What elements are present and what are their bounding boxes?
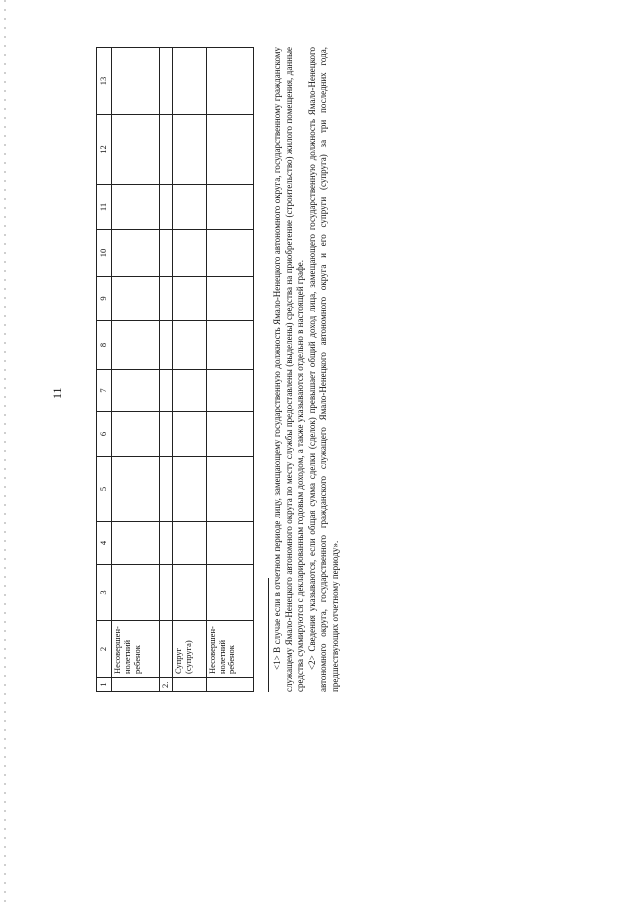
table-cell	[160, 230, 173, 277]
table-cell	[172, 115, 206, 185]
page-number: 11	[50, 387, 64, 399]
table-cell	[112, 48, 160, 115]
table-cell	[112, 115, 160, 185]
table-cell	[206, 370, 253, 412]
column-header: 10	[97, 230, 112, 277]
table-cell	[160, 321, 173, 370]
table-cell	[172, 412, 206, 457]
column-header: 7	[97, 370, 112, 412]
table-cell	[172, 185, 206, 230]
table-cell	[160, 370, 173, 412]
column-header: 8	[97, 321, 112, 370]
table-cell	[160, 412, 173, 457]
column-header: 1	[97, 678, 112, 692]
table-cell	[206, 457, 253, 522]
table-cell	[172, 48, 206, 115]
column-header: 12	[97, 115, 112, 185]
row-number-cell	[112, 678, 160, 692]
column-header: 4	[97, 522, 112, 565]
footnotes	[272, 47, 341, 692]
table-row	[160, 48, 173, 692]
table-cell	[160, 48, 173, 115]
table-cell	[172, 522, 206, 565]
table-cell	[112, 230, 160, 277]
table-cell	[206, 185, 253, 230]
table-cell	[112, 277, 160, 321]
row-number-cell	[206, 678, 253, 692]
table-cell	[112, 370, 160, 412]
table-cell	[172, 370, 206, 412]
table-cell	[112, 185, 160, 230]
row-label-cell: Несовершен-нолетний ребенок	[206, 621, 253, 678]
column-header: 3	[97, 565, 112, 621]
footnote-separator	[268, 578, 269, 692]
table-cell	[112, 522, 160, 565]
table-cell	[206, 48, 253, 115]
table-cell	[160, 565, 173, 621]
column-header: 2	[97, 621, 112, 678]
table-cell	[160, 457, 173, 522]
table-cell	[160, 522, 173, 565]
footnote-1: <1> В случае если в отчетном периоде лицу, замещающему государственную должность Ямало-Ненецкого автономного округа, государственному гражданскому служащему Ямало-Ненецкого автономного округа по месту службы предоставлены (выделены) средства на приобретение (строительство) жилого помещения, данные средства суммируются с декларированным годовым доходом, а также указываются отдельно в настоящей графе.	[272, 47, 306, 692]
table-cell	[206, 230, 253, 277]
table-cell	[172, 457, 206, 522]
table-cell	[172, 277, 206, 321]
table-cell	[206, 115, 253, 185]
table-cell	[160, 115, 173, 185]
column-header: 11	[97, 185, 112, 230]
table-cell	[206, 565, 253, 621]
column-header: 6	[97, 412, 112, 457]
table-row	[206, 48, 253, 692]
declaration-table	[96, 47, 254, 692]
row-number-cell	[172, 678, 206, 692]
table-cell	[172, 321, 206, 370]
table-cell	[206, 412, 253, 457]
table-cell	[172, 230, 206, 277]
table-cell	[160, 277, 173, 321]
table-header-row	[97, 48, 112, 692]
row-label-cell: Несовершен-нолетний ребенок	[112, 621, 160, 678]
table-cell	[112, 321, 160, 370]
table-cell	[112, 457, 160, 522]
footnote-2: <2> Сведения указываются, если общая сумма сделки (сделок) превышает общий доход лица, замещающего государственную должность Ямало-Ненецкого автономного округа, государственного гражданского служащего Ямало-Ненецкого автономного округа и его супруги (супруга) за три последних года, предшествующих отчетному периоду».	[306, 47, 340, 692]
row-number-cell: 2.	[160, 678, 173, 692]
table-row	[172, 48, 206, 692]
column-header: 13	[97, 48, 112, 115]
row-label-cell: Супруг (супруга)	[172, 621, 206, 678]
table-cell	[112, 565, 160, 621]
table-cell	[206, 522, 253, 565]
column-header: 9	[97, 277, 112, 321]
table-cell	[112, 412, 160, 457]
table-cell	[206, 277, 253, 321]
table-row	[112, 48, 160, 692]
table-cell	[206, 321, 253, 370]
row-label-cell	[160, 621, 173, 678]
table-cell	[172, 565, 206, 621]
table-cell	[160, 185, 173, 230]
column-header: 5	[97, 457, 112, 522]
